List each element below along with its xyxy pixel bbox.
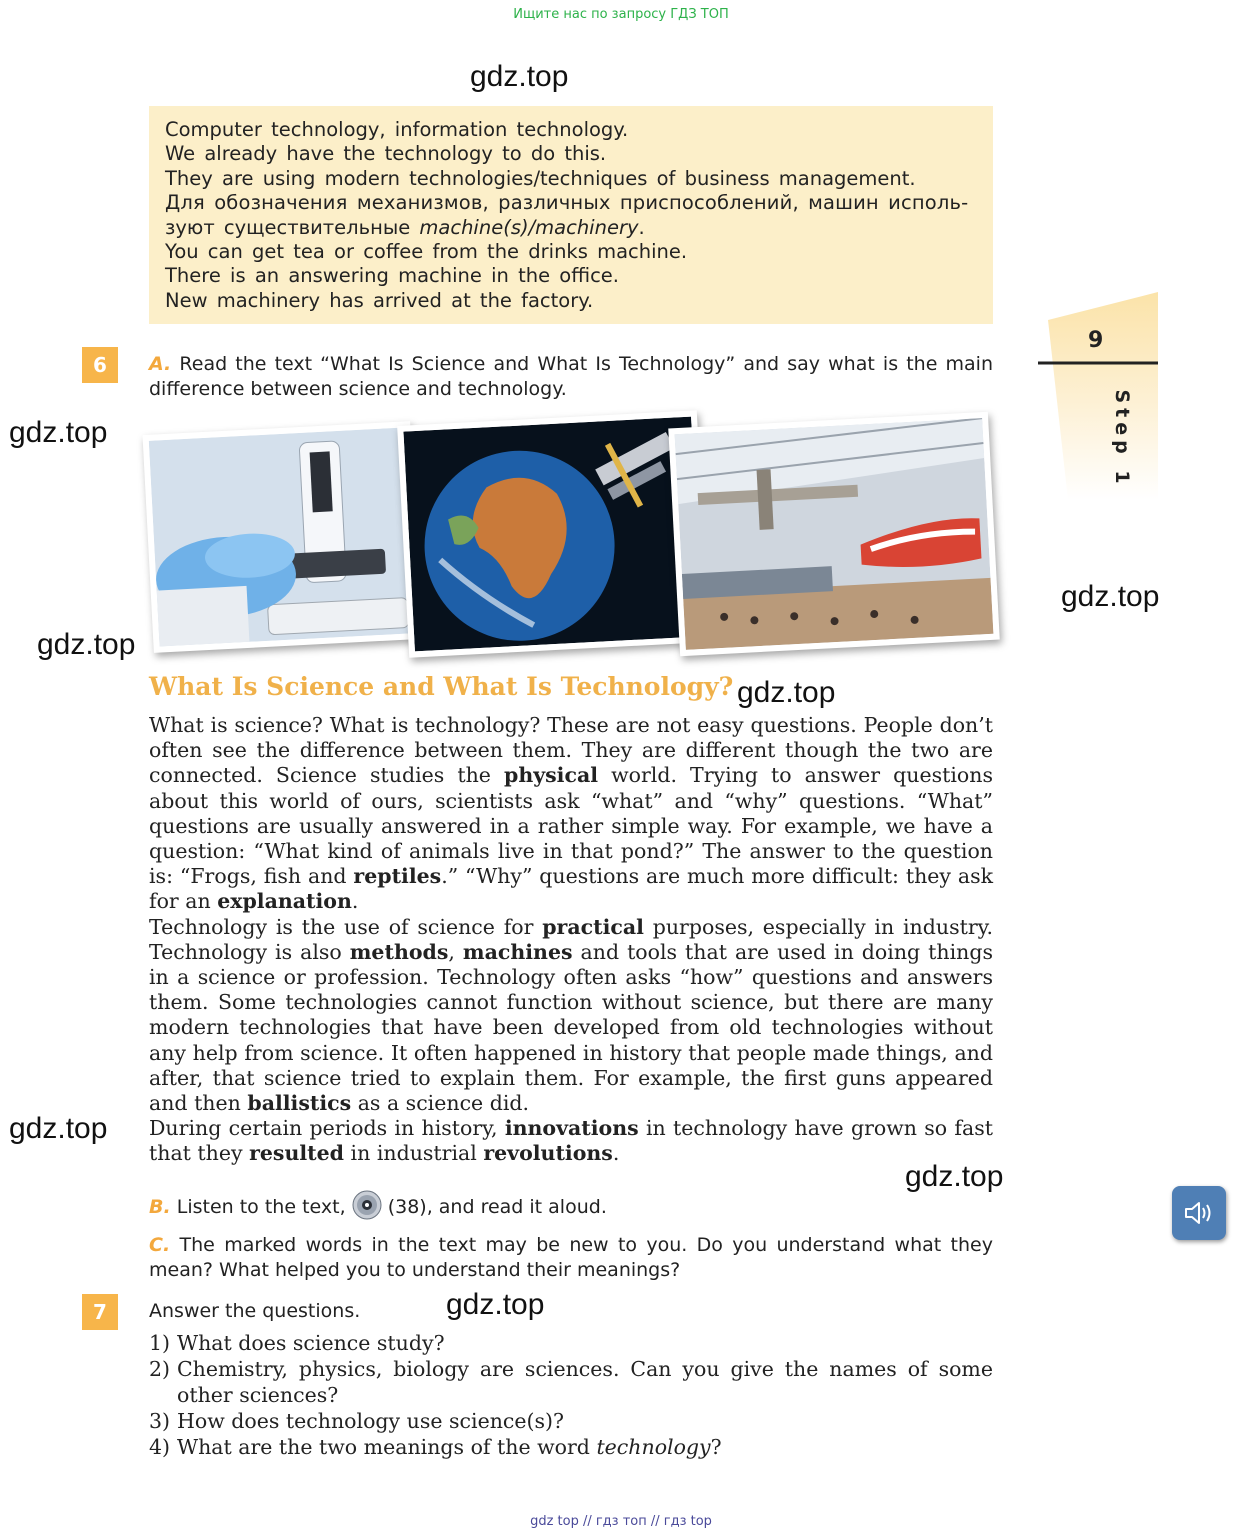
marked-word: physical bbox=[503, 763, 599, 788]
marked-word: methods bbox=[349, 939, 449, 964]
note-line-italic: machine(s)/machinery bbox=[419, 215, 639, 239]
text-run: During certain periods in history, bbox=[149, 1116, 505, 1141]
exercise-7-instruction: Answer the questions. bbox=[149, 1300, 361, 1322]
step-label: Step 1 bbox=[1111, 389, 1133, 489]
note-line bbox=[165, 216, 985, 240]
question-text: Chemistry, physics, biology are sciences. Can you give the names of some other sciences? bbox=[177, 1357, 993, 1407]
text-run: world. Trying to answer questions about this world of ours, scientists ask “what” and “why” questions. “What” questions are usually answered in a rather simple way. For example, we have a question: “What kind of animals live in that pond?” The answer to the question is: “Frogs, fish and bbox=[149, 763, 993, 889]
watermark: gdz.top bbox=[737, 676, 836, 709]
text-run: .” “Why” questions are much more difficult: they ask for an bbox=[149, 864, 994, 914]
text-run: as a science did. bbox=[351, 1091, 530, 1116]
text-run: . bbox=[351, 889, 359, 914]
watermark: gdz.top bbox=[470, 60, 569, 93]
microscope-image bbox=[149, 427, 415, 646]
task-6a bbox=[149, 352, 993, 401]
text-run: in technology have grown so fast that they bbox=[149, 1116, 993, 1166]
tab-background-icon bbox=[1038, 290, 1160, 510]
reading-paragraph-1 bbox=[149, 713, 993, 915]
exercise-6-badge: 6 bbox=[82, 347, 118, 383]
earth-photo bbox=[397, 410, 709, 657]
task-6b bbox=[149, 1190, 993, 1220]
unit-step-tab bbox=[1038, 290, 1160, 510]
question-item bbox=[149, 1356, 993, 1408]
watermark: gdz.top bbox=[905, 1160, 1004, 1193]
note-line: New machinery has arrived at the factory. bbox=[165, 288, 594, 312]
task-6c-text: The marked words in the text may be new to you. Do you understand what they mean? What helped you to understand their meanings? bbox=[149, 1234, 993, 1281]
text-run: and tools that are used in doing things in a science or profession. Technology often asks “how” questions and answers them. Some technologies cannot function without science, but there are many modern technologies that have been developed from old technologies without any help from science. It often happened in history that people made things, and after, that science tried to explain them. For example, the first guns appeared and then bbox=[149, 939, 993, 1116]
unit-number: 9 bbox=[1088, 328, 1104, 353]
question-number: 1) bbox=[149, 1331, 171, 1355]
text-run: , bbox=[448, 939, 463, 964]
note-line: You can get tea or coffee from the drinks machine. bbox=[165, 240, 688, 264]
audio-cd-icon[interactable] bbox=[352, 1190, 382, 1220]
question-list bbox=[149, 1330, 993, 1460]
task-6c bbox=[149, 1233, 993, 1282]
question-item bbox=[149, 1434, 993, 1460]
question-number: 4) bbox=[149, 1435, 171, 1459]
task-6b-text-before: Listen to the text, bbox=[176, 1196, 346, 1218]
note-line-suffix: . bbox=[638, 215, 645, 239]
marked-word: machines bbox=[462, 939, 573, 964]
marked-word: reptiles bbox=[353, 864, 442, 889]
task-letter: C. bbox=[149, 1234, 171, 1256]
note-line: They are using modern technologies/techniques of business management. bbox=[165, 166, 916, 190]
question-text: How does technology use science(s)? bbox=[177, 1409, 565, 1433]
question-number: 2) bbox=[149, 1357, 171, 1381]
text-run: . bbox=[612, 1141, 620, 1166]
watermark: gdz.top bbox=[37, 628, 136, 661]
speaker-icon bbox=[1183, 1199, 1215, 1227]
note-line: There is an answering machine in the office. bbox=[165, 264, 619, 288]
task-letter: A. bbox=[149, 353, 172, 375]
marked-word: revolutions bbox=[483, 1141, 613, 1166]
watermark: gdz.top bbox=[9, 1112, 108, 1145]
top-note[interactable]: Ищите нас по запросу ГДЗ ТОП bbox=[513, 7, 729, 22]
reading-paragraph-3 bbox=[149, 1116, 993, 1166]
question-text: ? bbox=[710, 1435, 722, 1459]
marked-word: explanation bbox=[217, 889, 352, 914]
question-item bbox=[149, 1330, 993, 1356]
question-text: What are the two meanings of the word bbox=[177, 1435, 597, 1459]
task-6a-text: Read the text “What Is Science and What Is Technology” and say what is the main difference between science and technology. bbox=[149, 353, 993, 400]
aviation-museum-photo bbox=[668, 412, 999, 656]
earth-image bbox=[403, 417, 702, 652]
text-run: purposes, especially in industry. Technology is also bbox=[149, 914, 993, 964]
marked-word: ballistics bbox=[247, 1091, 352, 1116]
grammar-note-text bbox=[165, 118, 985, 313]
aviation-museum-image bbox=[675, 418, 994, 650]
question-text: What does science study? bbox=[177, 1331, 445, 1355]
watermark: gdz.top bbox=[1061, 580, 1160, 613]
reading-text bbox=[149, 713, 993, 1167]
marked-word: innovations bbox=[504, 1116, 639, 1141]
watermark: gdz.top bbox=[9, 416, 108, 449]
microscope-photo bbox=[142, 421, 421, 653]
note-line: Computer technology, information technology. bbox=[165, 118, 629, 141]
watermark: gdz.top bbox=[446, 1288, 545, 1321]
note-line: We already have the technology to do this. bbox=[165, 142, 607, 166]
note-line: Для обозначения механизмов, различных приспособлений, машин исполь- bbox=[165, 191, 969, 215]
task-6b-text-after: (38), and read it aloud. bbox=[387, 1196, 607, 1218]
question-italic-word: technology bbox=[596, 1435, 711, 1459]
note-line-prefix: зуют существительные bbox=[165, 215, 420, 239]
text-run: in industrial bbox=[344, 1141, 484, 1166]
marked-word: resulted bbox=[249, 1141, 345, 1166]
task-letter: B. bbox=[149, 1196, 171, 1218]
footer-links[interactable]: gdz top // гдз топ // гдз top bbox=[530, 1514, 712, 1529]
reading-title: What Is Science and What Is Technology? bbox=[149, 672, 734, 701]
text-run: What is science? What is technology? These are not easy questions. People don’t often see the difference between them. They are different though the two are connected. Science studies the bbox=[149, 713, 993, 788]
question-number: 3) bbox=[149, 1409, 171, 1433]
audio-play-button[interactable] bbox=[1172, 1186, 1226, 1240]
reading-paragraph-2 bbox=[149, 915, 993, 1117]
text-run: Technology is the use of science for bbox=[149, 914, 543, 939]
exercise-7-badge: 7 bbox=[82, 1294, 118, 1330]
question-item bbox=[149, 1408, 993, 1434]
marked-word: practical bbox=[542, 914, 644, 939]
